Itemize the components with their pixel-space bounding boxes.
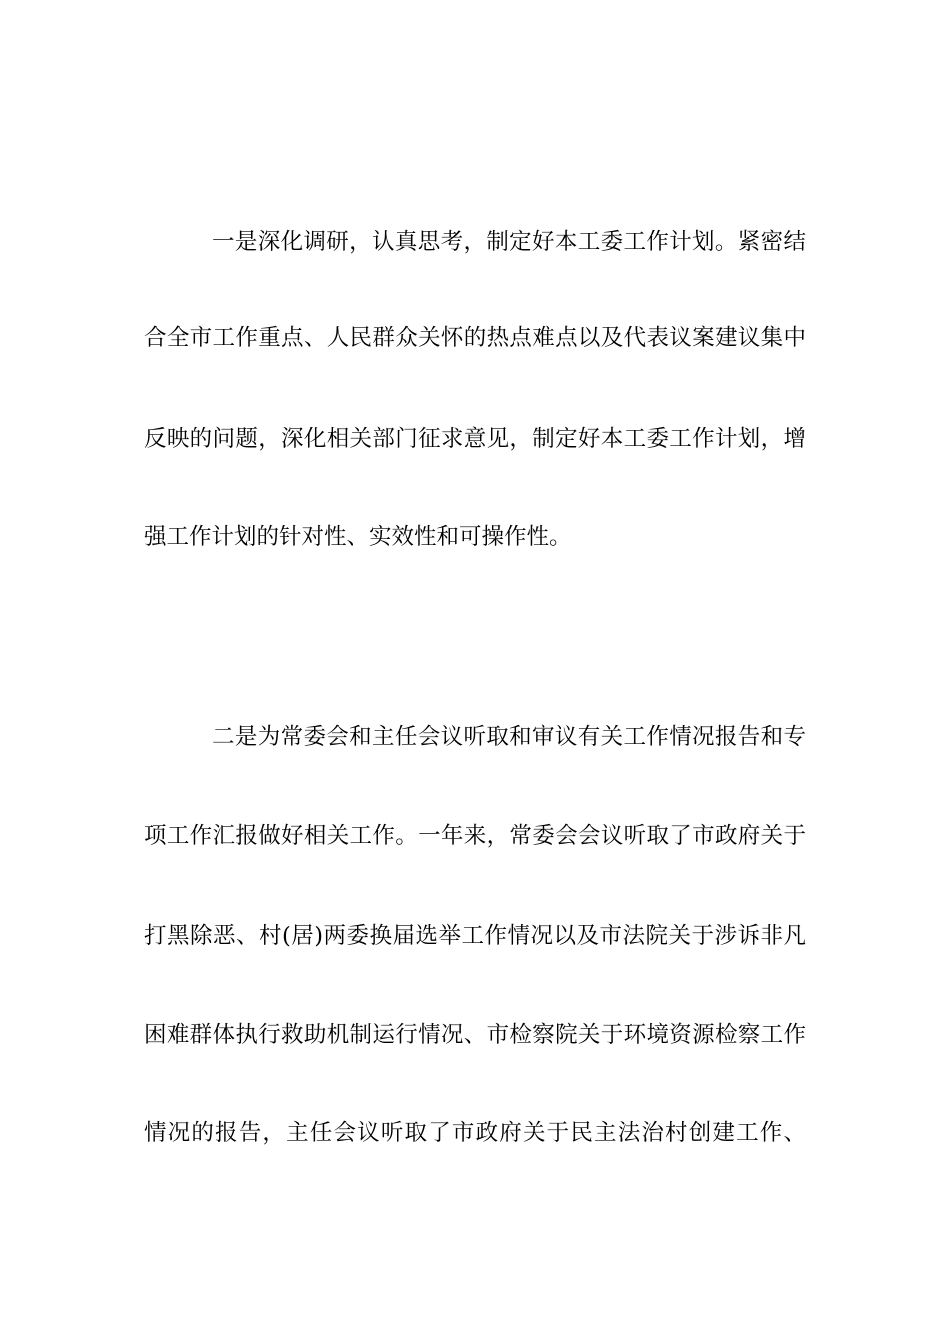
paragraph-line: 情况的报告，主任会议听取了市政府关于民主法治村创建工作、 — [144, 1120, 806, 1146]
paragraph-line: 打黑除恶、村(居)两委换届选举工作情况以及市法院关于涉诉非凡 — [144, 923, 806, 949]
paragraph-line: 强工作计划的针对性、实效性和可操作性。 — [144, 524, 572, 550]
paragraph-line: 二是为常委会和主任会议听取和审议有关工作情况报告和专 — [212, 724, 806, 750]
paragraph-line: 合全市工作重点、人民群众关怀的热点难点以及代表议案建议集中 — [144, 325, 806, 351]
paragraph-line: 一是深化调研，认真思考，制定好本工委工作计划。紧密结 — [212, 229, 806, 255]
paragraph-line: 反映的问题，深化相关部门征求意见，制定好本工委工作计划，增 — [144, 426, 806, 452]
paragraph-line: 项工作汇报做好相关工作。一年来，常委会会议听取了市政府关于 — [144, 823, 806, 849]
paragraph-line: 困难群体执行救助机制运行情况、市检察院关于环境资源检察工作 — [144, 1022, 806, 1048]
